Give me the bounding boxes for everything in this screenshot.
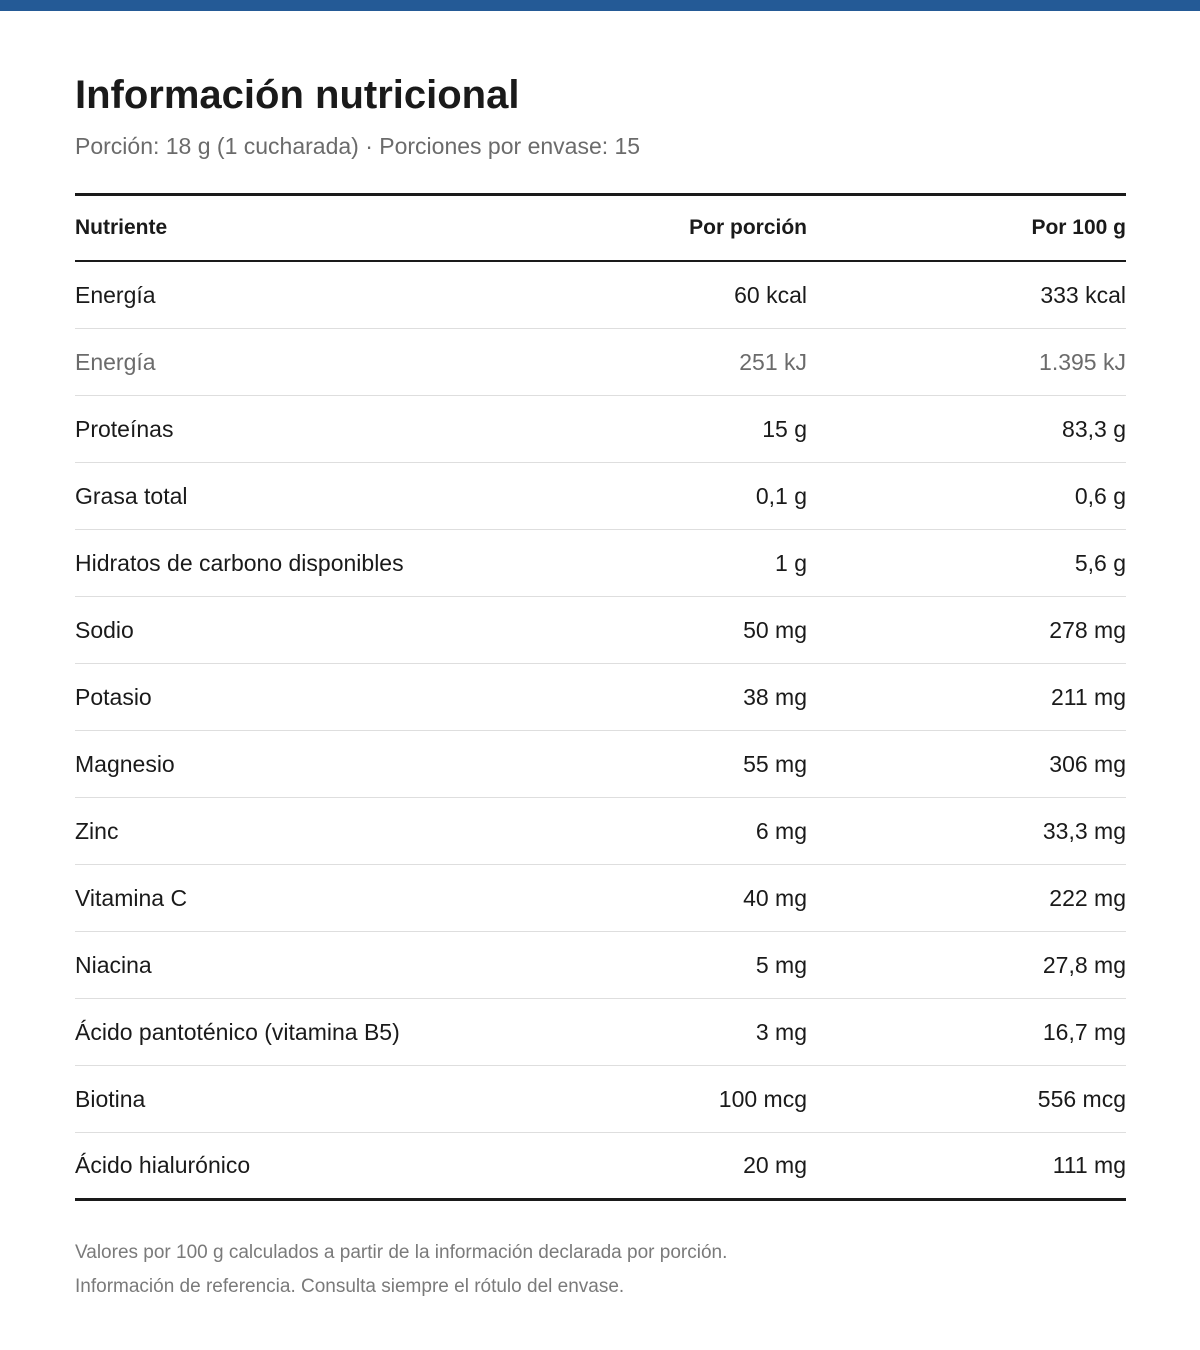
table-row [75, 262, 1126, 329]
table-row [75, 865, 1126, 932]
per-serving-value: 40 mg [743, 884, 807, 911]
per-100g-value: 556 mcg [1037, 1085, 1126, 1112]
nutrition-table [75, 193, 1126, 1201]
per-serving-value: 100 mcg [718, 1085, 807, 1112]
footnotes [75, 1236, 727, 1304]
nutrient-name: Vitamina C [75, 884, 188, 911]
per-100g-value: 0,6 g [1074, 482, 1126, 509]
nutrient-name: Ácido pantoténico (vitamina B5) [75, 1018, 400, 1045]
table-row [75, 1066, 1126, 1133]
table-body [75, 262, 1126, 1201]
per-100g-value: 111 mg [1052, 1152, 1126, 1178]
per-serving-value: 3 mg [755, 1018, 807, 1045]
per-serving-value: 20 mg [743, 1152, 807, 1178]
per-serving-value: 1 g [775, 549, 807, 576]
table-row [75, 396, 1126, 463]
per-serving-value: 251 kJ [739, 348, 807, 375]
per-serving-value: 38 mg [743, 683, 807, 710]
per-100g-value: 222 mg [1049, 884, 1126, 911]
per-100g-value: 83,3 g [1062, 415, 1126, 442]
nutrient-name: Sodio [75, 616, 134, 643]
table-row [75, 1133, 1126, 1201]
nutrient-name: Hidratos de carbono disponibles [75, 549, 404, 576]
per-serving-value: 6 mg [755, 817, 807, 844]
table-row [75, 329, 1126, 396]
table-row [75, 530, 1126, 597]
per-100g-value: 16,7 mg [1042, 1018, 1126, 1045]
nutrient-name: Biotina [75, 1085, 146, 1112]
per-100g-value: 27,8 mg [1042, 951, 1126, 978]
per-serving-value: 15 g [762, 415, 807, 442]
nutrient-name: Magnesio [75, 750, 175, 777]
top-accent-bar [0, 0, 1200, 11]
per-100g-value: 1.395 kJ [1039, 348, 1126, 375]
per-serving-value: 5 mg [755, 951, 807, 978]
nutrient-name: Energía [75, 348, 156, 375]
table-row [75, 999, 1126, 1066]
page-title: Información nutricional [75, 73, 520, 117]
table-row [75, 731, 1126, 798]
table-row [75, 597, 1126, 664]
serving-info: Porción: 18 g (1 cucharada) · Porciones por envase: 15 [75, 133, 641, 159]
per-serving-value: 55 mg [743, 750, 807, 777]
per-serving-value: 60 kcal [734, 281, 807, 308]
nutrient-name: Potasio [75, 683, 152, 710]
table-row [75, 664, 1126, 731]
per-100g-value: 5,6 g [1074, 549, 1126, 576]
per-serving-value: 50 mg [743, 616, 807, 643]
table-row [75, 798, 1126, 865]
table-row [75, 463, 1126, 530]
per-100g-value: 278 mg [1049, 616, 1126, 643]
column-header-nutrient: Nutriente [75, 216, 168, 239]
nutrient-name: Grasa total [75, 482, 188, 509]
nutrient-name: Proteínas [75, 415, 174, 442]
nutrient-name: Ácido hialurónico [75, 1152, 251, 1178]
per-100g-value: 333 kcal [1040, 281, 1126, 308]
nutrient-name: Zinc [75, 817, 119, 844]
table-header-row [75, 196, 1126, 262]
per-100g-value: 33,3 mg [1042, 817, 1126, 844]
table-row [75, 932, 1126, 999]
per-100g-value: 211 mg [1050, 683, 1126, 710]
footnote: Valores por 100 g calculados a partir de la información declarada por porción. [75, 1242, 728, 1263]
per-serving-value: 0,1 g [755, 482, 807, 509]
nutrient-name: Energía [75, 281, 156, 308]
per-100g-value: 306 mg [1049, 750, 1126, 777]
footnote: Información de referencia. Consulta siempre el rótulo del envase. [75, 1276, 625, 1297]
column-header-per-serving: Por porción [689, 216, 807, 239]
nutrient-name: Niacina [75, 951, 152, 978]
column-header-per-100g: Por 100 g [1031, 216, 1126, 239]
